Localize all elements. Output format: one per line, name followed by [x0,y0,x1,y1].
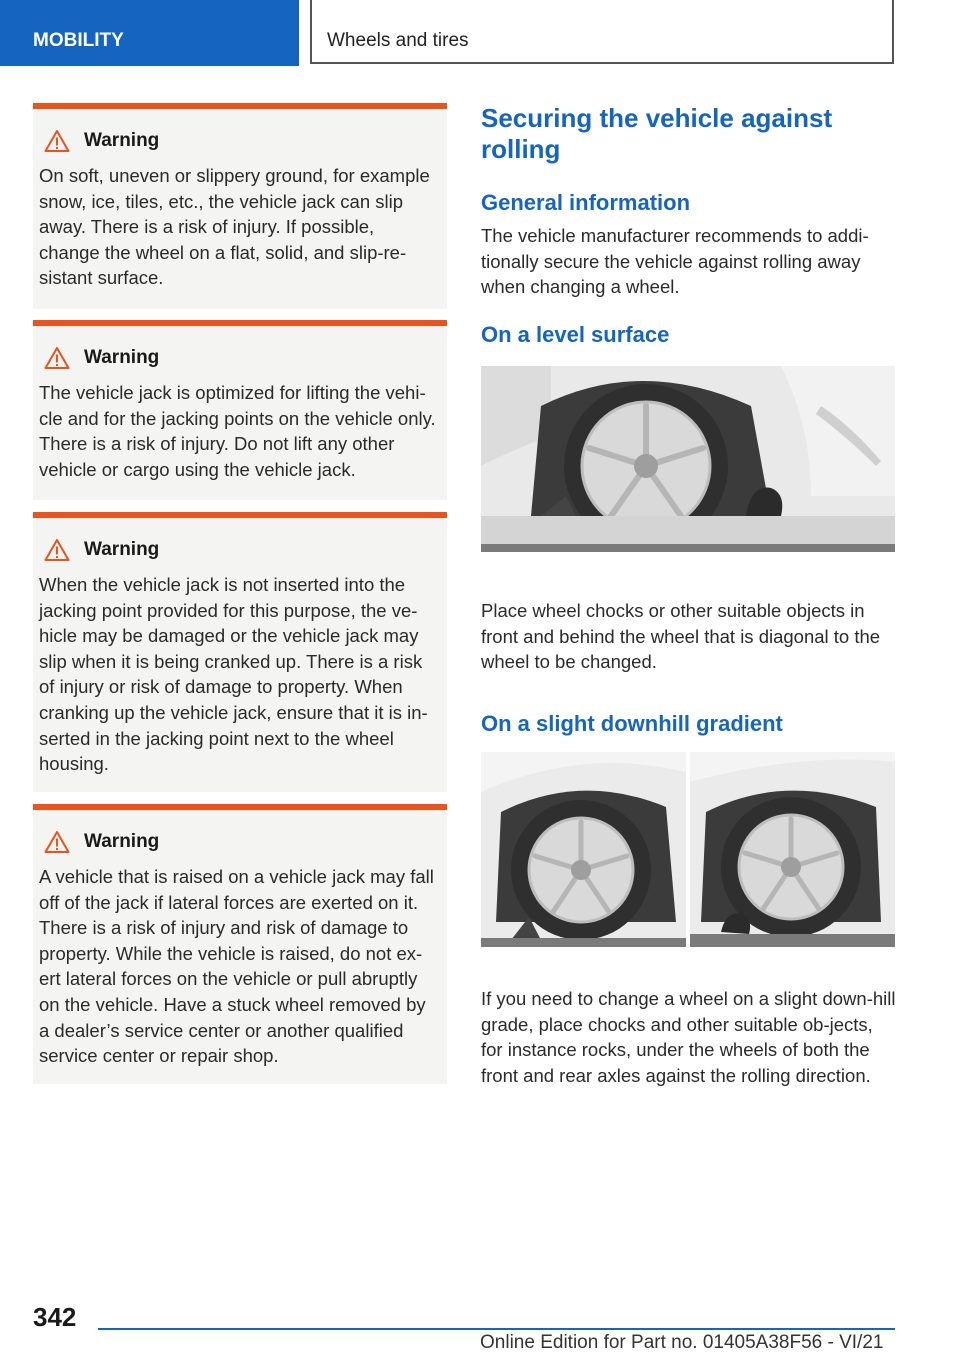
warning-text: On soft, uneven or slippery ground, for example snow, ice, tiles, etc., the vehicle jack can slip away. There is a risk of injury. If possible, change the wheel on a flat, solid, and slip-re-sistant surface. [39,165,430,289]
chapter-label: Wheels and tires [327,30,469,51]
warning-text: The vehicle jack is optimized for lifting the vehi-cle and for the jacking points on the vehicle only. There is a risk of injury. Do not lift any other vehicle or cargo using the vehicle jack. [39,382,436,480]
warning-title: Warning [84,831,160,852]
figure-level-surface [481,366,895,552]
general-information-text: The vehicle manufacturer recommends to addi-tionally secure the vehicle against rolling away when changing a wheel. [481,225,869,298]
downhill-chock-illustration [481,752,895,947]
page-header [0,0,960,66]
warning-box-1 [33,103,447,309]
heading-level-surface: On a level surface [481,321,670,347]
warning-title: Warning [84,539,160,560]
warning-triangle-icon [44,129,70,153]
page-number: 342 [33,1302,77,1332]
heading-general-information: General information [481,190,691,215]
heading-downhill-gradient: On a slight downhill gradient [481,711,783,736]
warning-triangle-icon [44,830,70,854]
warning-triangle-icon [44,346,70,370]
footer-divider [98,1328,895,1330]
downhill-gradient-text: If you need to change a wheel on a slight down-hill grade, place chocks and other suitable ob-jects, for instance rocks, under the wheels of both the front and rear axles against the rolling direction. [481,988,896,1086]
warning-box-4 [33,804,447,1084]
section-title: Securing the vehicle against rolling [481,103,833,164]
warning-text: When the vehicle jack is not inserted into the jacking point provided for this purpose, the ve-hicle may be damaged or the vehicle jack may slip when it is being cranked up. There is a risk of injury or risk of damage to property. When cranking up the vehicle jack, ensure that it is in-serted in the jacking point next to the wheel housing. [39,574,428,775]
warning-box-3 [33,512,447,792]
wheel-chock-illustration [481,366,895,552]
footer-edition: Online Edition for Part no. 01405A38F56 - VI/21 [480,1332,884,1353]
level-surface-text: Place wheel chocks or other suitable objects in front and behind the wheel that is diagonal to the wheel to be changed. [481,600,881,673]
section-tab[interactable] [0,0,299,66]
warning-title: Warning [84,130,160,151]
figure-downhill-gradient [481,752,895,947]
warning-triangle-icon [44,538,70,562]
section-label: MOBILITY [33,30,124,51]
warning-text: A vehicle that is raised on a vehicle jack may fall off of the jack if lateral forces are exerted on it. There is a risk of injury and risk of damage to property. While the vehicle is raised, do not ex-ert lateral forces on the vehicle or pull abruptly on the vehicle. Have a stuck wheel removed by a dealer’s service center or another qualified service center or repair shop. [39,866,434,1067]
warning-box-2 [33,320,447,500]
chapter-tab[interactable] [310,0,894,64]
right-column [481,103,897,349]
warning-title: Warning [84,347,160,368]
